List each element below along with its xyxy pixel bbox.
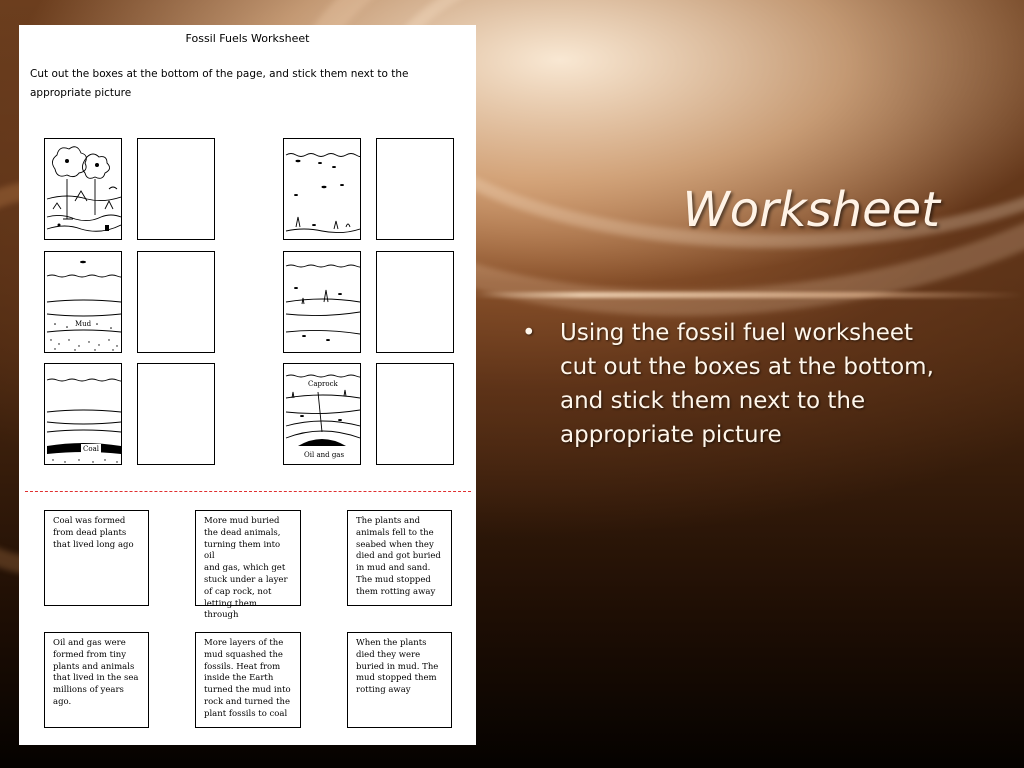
worksheet-title: Fossil Fuels Worksheet	[185, 32, 310, 45]
bullet-list	[520, 316, 950, 452]
empty-paste-box	[376, 138, 454, 240]
picture-seabed-layers	[283, 251, 361, 353]
cut-box: Coal was formed from dead plants that lived long ago	[44, 510, 149, 606]
cut-box: The plants and animals fell to the seabed when they died and got buried in mud and sand. The mud stopped them rotting away	[347, 510, 452, 606]
cut-line	[25, 491, 471, 492]
cut-box: More layers of the mud squashed the fossils. Heat from inside the Earth turned the mud into rock and turned the plant fossils to coal	[195, 632, 301, 728]
picture-coal-layers	[44, 363, 122, 465]
empty-paste-box	[137, 138, 215, 240]
slide-title: Worksheet	[682, 182, 940, 238]
cut-box: More mud buried the dead animals, turning them into oil and gas, which get stuck under a layer of cap rock, not letting them through	[195, 510, 301, 606]
picture-oil-gas-trap	[283, 363, 361, 465]
empty-paste-box	[137, 251, 215, 353]
oil-and-gas-label: Oil and gas	[304, 451, 345, 459]
empty-paste-box	[137, 363, 215, 465]
cut-box: Oil and gas were formed from tiny plants and animals that lived in the sea millions of years ago.	[44, 632, 149, 728]
coal-label: Coal	[83, 445, 99, 453]
picture-sea-creatures	[283, 138, 361, 240]
caprock-label: Caprock	[308, 380, 338, 388]
empty-paste-box	[376, 251, 454, 353]
picture-forest	[44, 138, 122, 240]
picture-mud-layers	[44, 251, 122, 353]
bullet-glyph: •	[522, 320, 536, 346]
worksheet-instruction: Cut out the boxes at the bottom of the page, and stick them next to the appropriate picture	[30, 68, 409, 99]
title-underline	[470, 292, 1024, 298]
mud-label: Mud	[75, 320, 92, 328]
worksheet-image	[19, 25, 476, 745]
bullet-item	[520, 316, 950, 452]
cut-box: When the plants died they were buried in mud. The mud stopped them rotting away	[347, 632, 452, 728]
bullet-text: Using the fossil fuel worksheet cut out the boxes at the bottom, and stick them next to the appropriate picture	[560, 320, 934, 448]
empty-paste-box	[376, 363, 454, 465]
